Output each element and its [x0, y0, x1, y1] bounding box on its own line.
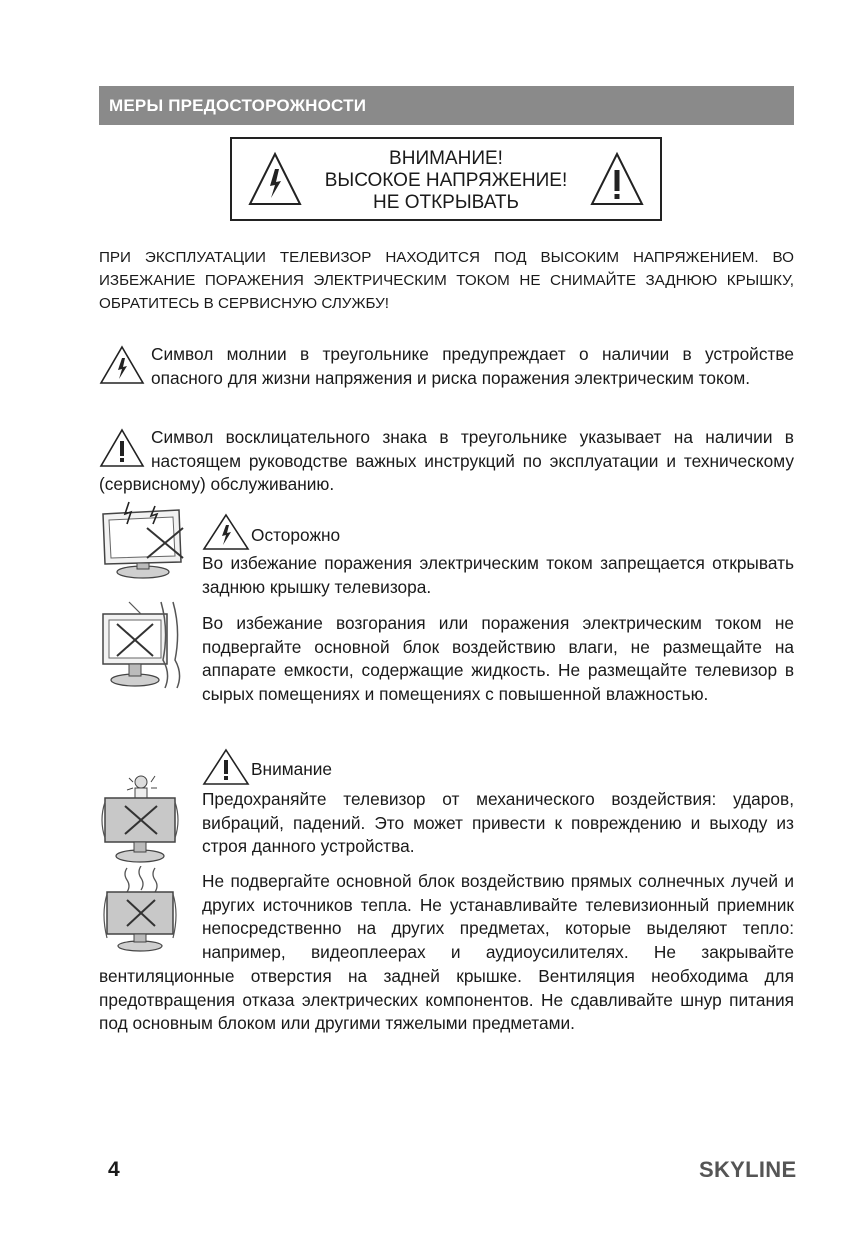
- section-title: МЕРЫ ПРЕДОСТОРОЖНОСТИ: [99, 86, 794, 125]
- exclamation-warning-icon: [590, 151, 644, 207]
- exclamation-triangle-icon: [99, 428, 145, 468]
- warning-line-2: ВЫСОКОЕ НАПРЯЖЕНИЕ!: [324, 170, 568, 191]
- attention-text-1: Предохраняйте телевизор от механического воздействия: ударов, вибраций, падений. Это может привести к повреждению и выходу из строя данного устройства.: [202, 789, 794, 857]
- lightning-triangle-icon: [99, 345, 145, 385]
- warning-line-1: ВНИМАНИЕ!: [389, 148, 503, 169]
- page-number: 4: [108, 1158, 120, 1181]
- caution-text-2: Во избежание возгорания или поражения электрическим током не подвергайте основной блок воздействию влаги, не размещайте на аппарате емкости, содержащие жидкость. Не размещайте телевизор в сырых помещениях и помещениях с повышенной влажностью.: [202, 613, 794, 705]
- exclamation-symbol-text: Символ восклицательного знака в треугольнике указывает на наличии в настоящем руководстве важных инструкций по эксплуатации и техническому (сервисному) обслуживанию.: [99, 427, 794, 495]
- caution-text-1: Во избежание поражения электрическим током запрещается открывать заднюю крышку телевизора.: [202, 553, 794, 597]
- lightning-triangle-icon: [202, 513, 250, 551]
- lightning-symbol-paragraph: [99, 343, 794, 390]
- exclamation-triangle-icon: [202, 748, 250, 786]
- high-voltage-warning-box: [230, 137, 662, 221]
- attention-text-2-block: [99, 870, 794, 1036]
- warning-text: [292, 148, 600, 214]
- brand-logo: SKYLINE: [699, 1157, 797, 1182]
- attention-heading: Внимание: [251, 759, 333, 779]
- attention-text-2: Не подвергайте основной блок воздействию прямых солнечных лучей и других источников тепла. Не устанавливайте телевизионный приемник непосредственно на других предметах, которые выделяют тепло: например, видеоплеерах и аудиоусилителях. Не закрывайте вентиляционные отверстия на задней крышке. Вентиляция необходима для предотвращения отказа электрических компонентов. Не сдавливайте шнур питания под основным блоком или другими тяжелыми предметами.: [99, 871, 794, 1034]
- caution-text-2-block: [99, 612, 794, 707]
- caution-heading: Осторожно: [251, 525, 341, 545]
- tv-shock-illustration: [99, 500, 191, 580]
- warning-line-3: НЕ ОТКРЫВАТЬ: [373, 192, 519, 213]
- exclamation-symbol-paragraph: [99, 426, 794, 497]
- tv-impact-illustration: [99, 772, 185, 864]
- high-voltage-notice: ПРИ ЭКСПЛУАТАЦИИ ТЕЛЕВИЗОР НАХОДИТСЯ ПОД ВЫСОКИМ НАПРЯЖЕНИЕМ. ВО ИЗБЕЖАНИЕ ПОРАЖЕНИЯ ЭЛЕКТРИЧЕСКИМ ТОКОМ НЕ СНИМАЙТЕ ЗАДНЮЮ КРЫШКУ, ОБРАТИТЕСЬ В СЕРВИСНУЮ СЛУЖБУ!: [99, 249, 794, 312]
- lightning-symbol-text: Символ молнии в треугольнике предупреждает о наличии в устройстве опасного для жизни напряжения и риска поражения электрическим током.: [151, 344, 794, 388]
